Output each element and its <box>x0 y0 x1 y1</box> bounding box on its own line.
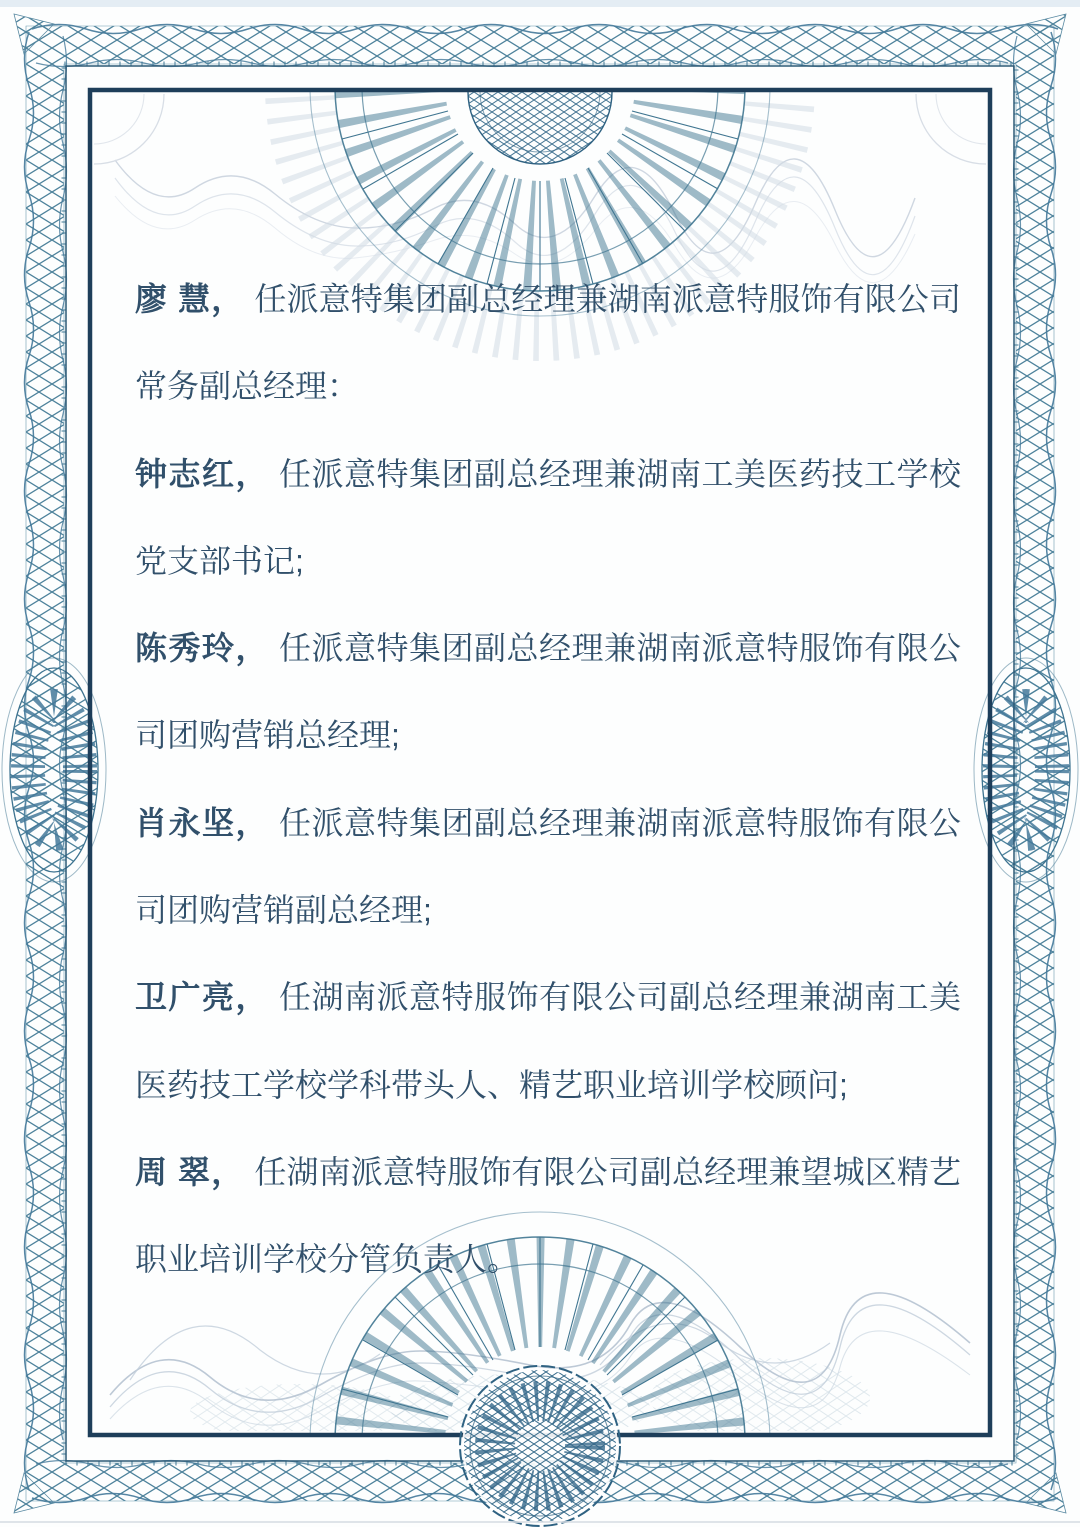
entry-line-1 <box>135 605 961 692</box>
photo-edge-bottom <box>0 1521 1080 1523</box>
entry-line-1 <box>135 431 961 518</box>
entry-line-2: 司团购营销总经理; <box>135 717 400 754</box>
role-text: 任派意特集团副总经理兼湖南派意特服饰有限公 <box>279 804 961 841</box>
appointment-entry <box>135 605 961 780</box>
role-text: 任派意特集团副总经理兼湖南工美医药技工学校 <box>279 455 961 492</box>
person-name: 肖永坚， <box>135 804 269 841</box>
role-text: 任湖南派意特服饰有限公司副总经理兼湖南工美 <box>279 979 961 1016</box>
appointment-entry <box>135 780 961 955</box>
entry-line-2: 常务副总经理： <box>135 368 360 405</box>
entry-line-2: 职业培训学校分管负责人。 <box>135 1241 520 1278</box>
entry-line-1 <box>135 780 961 867</box>
role-text: 任派意特集团副总经理兼湖南派意特服饰有限公司 <box>254 281 961 317</box>
appointment-entry <box>135 431 961 606</box>
role-text: 任湖南派意特服饰有限公司副总经理兼望城区精艺 <box>254 1153 961 1190</box>
entry-line-2: 党支部书记; <box>135 542 304 579</box>
appointment-entry <box>135 1129 961 1304</box>
entry-line-2: 医药技工学校学科带头人、精艺职业培训学校顾问; <box>135 1066 848 1103</box>
entry-line-1 <box>135 256 961 343</box>
role-text: 任派意特集团副总经理兼湖南派意特服饰有限公 <box>279 630 961 667</box>
person-name: 廖 慧， <box>135 281 245 317</box>
entry-line-1 <box>135 954 961 1041</box>
appointment-list <box>135 256 961 1304</box>
bottom-center-rosette <box>460 1366 620 1526</box>
entry-line-2: 司团购营销副总经理; <box>135 892 432 929</box>
person-name: 卫广亮， <box>135 979 269 1016</box>
person-name: 钟志红， <box>135 455 269 492</box>
person-name: 周 翠， <box>135 1153 245 1190</box>
entry-line-1 <box>135 1129 961 1216</box>
person-name: 陈秀玲， <box>135 630 269 667</box>
appointment-entry <box>135 954 961 1129</box>
appointment-entry <box>135 256 961 431</box>
